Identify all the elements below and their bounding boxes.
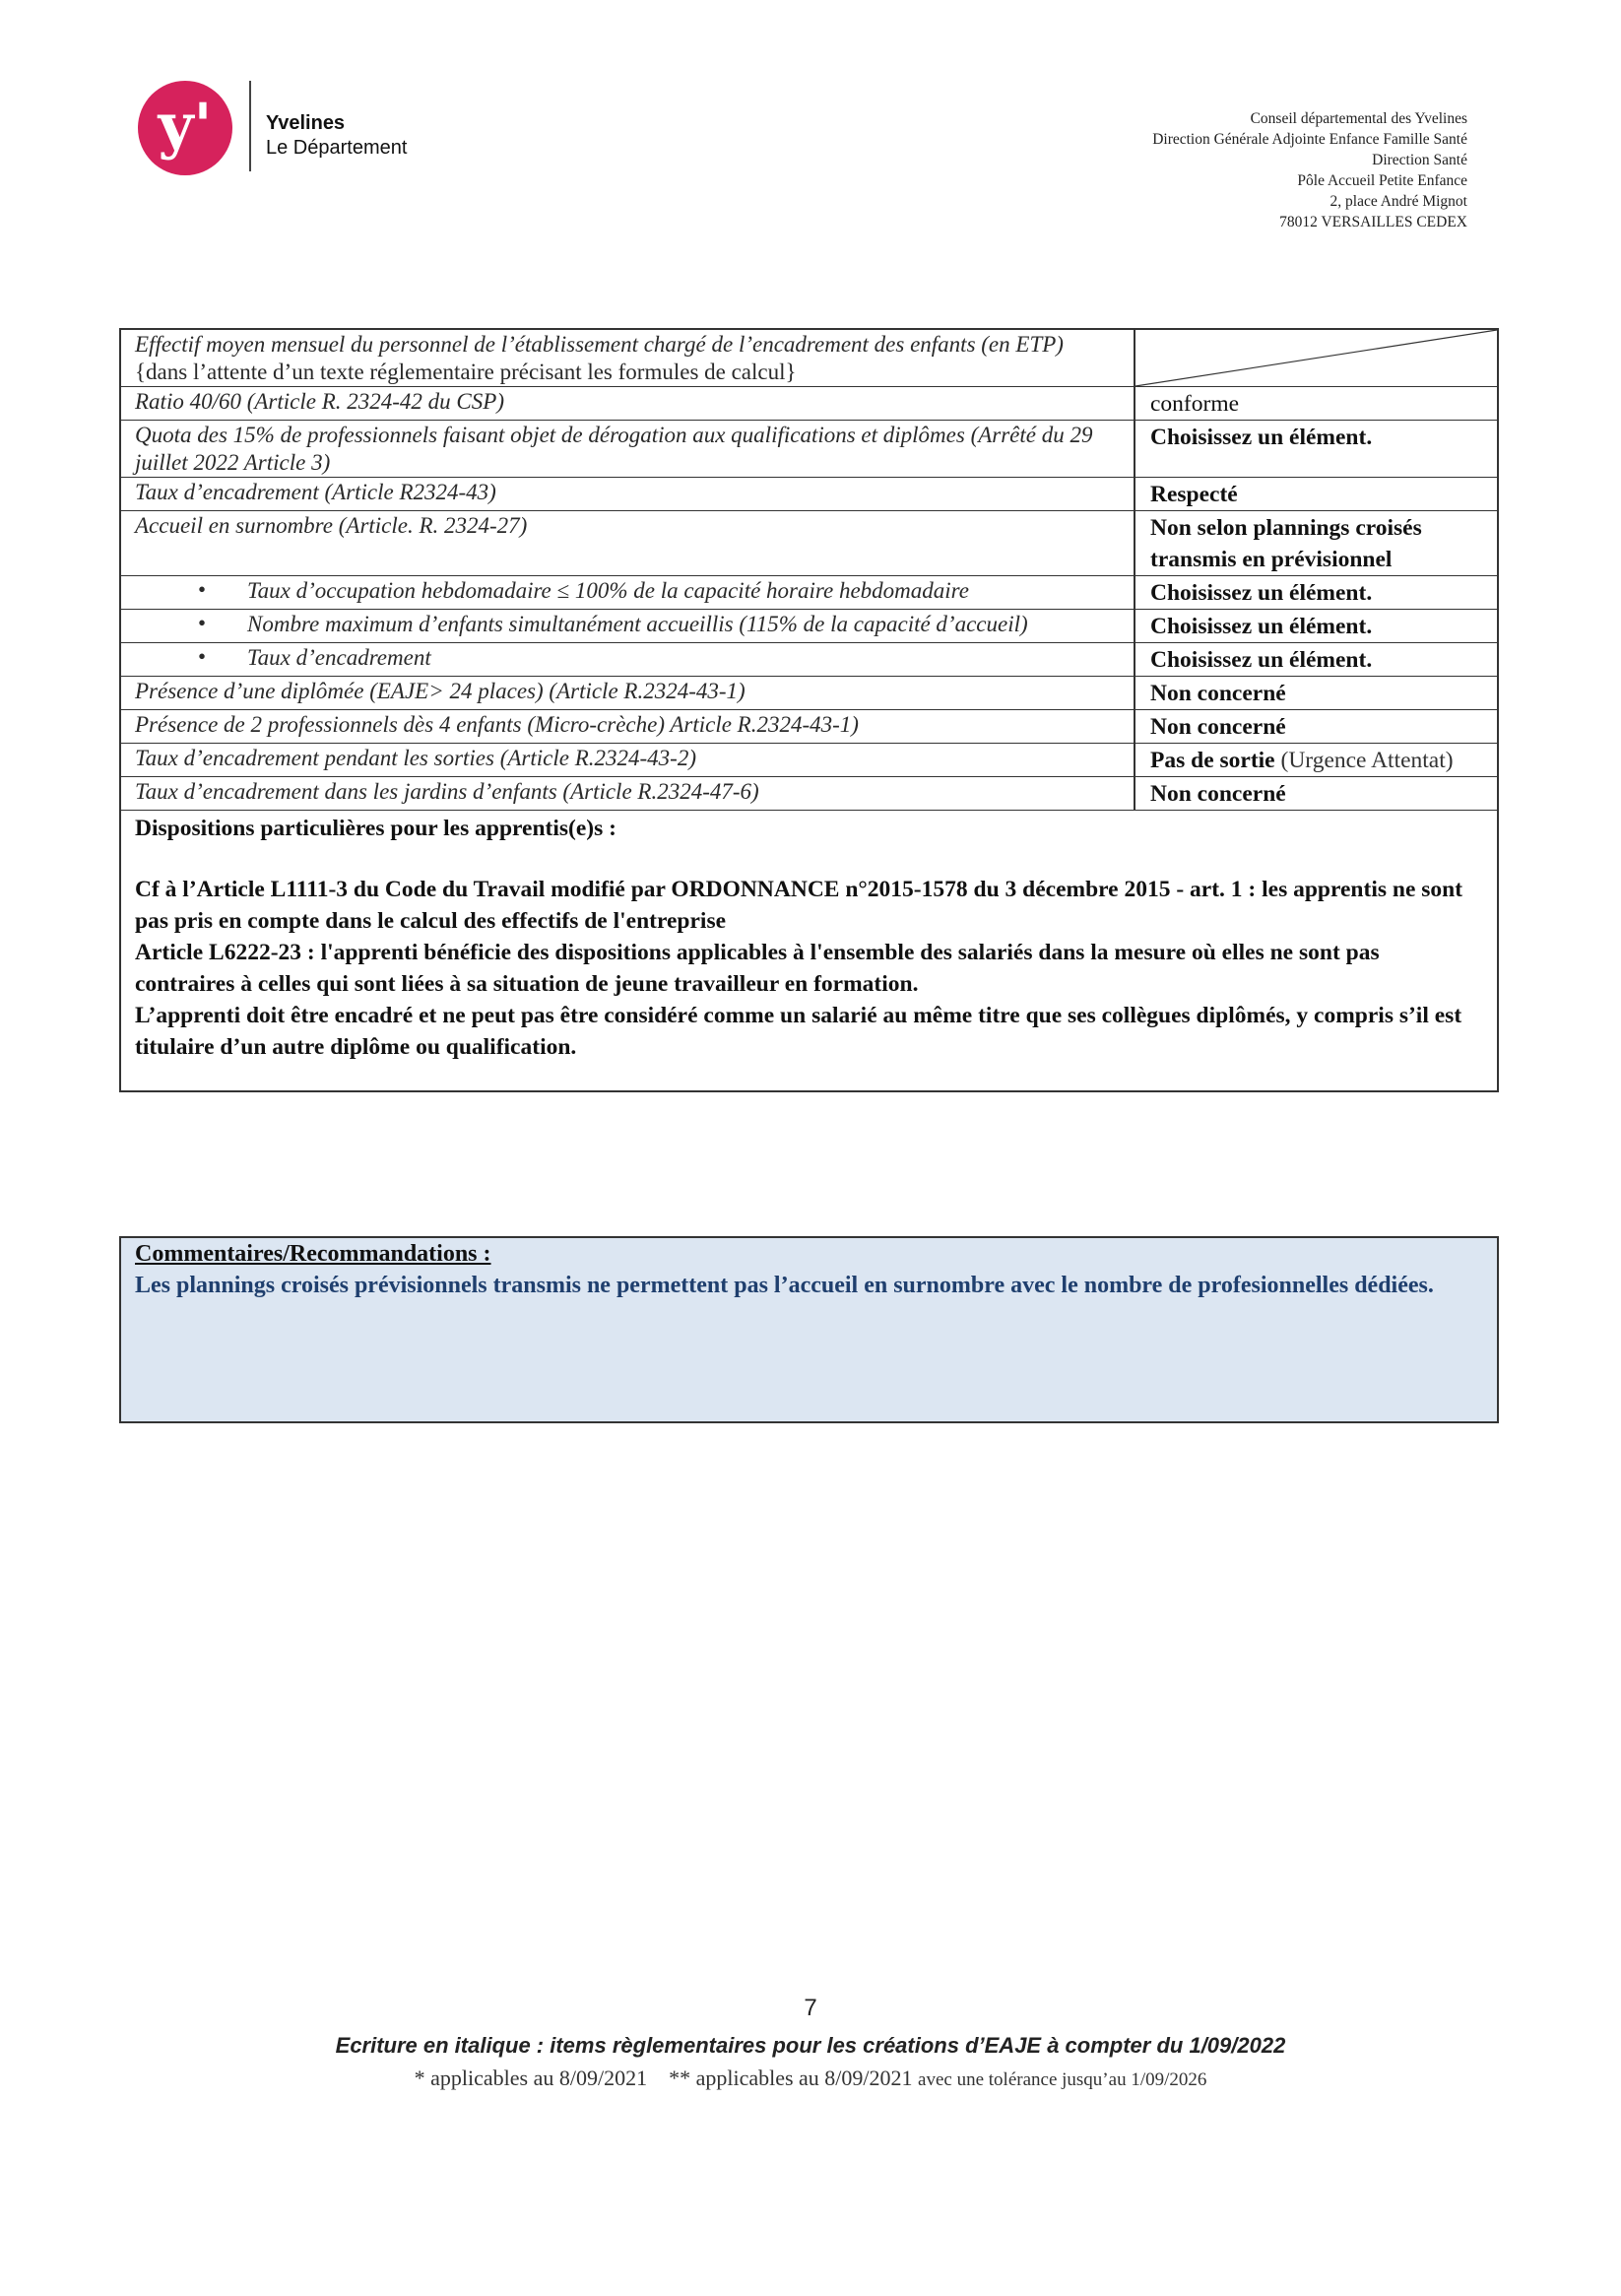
department-logo xyxy=(138,77,433,175)
address-line: Direction Santé xyxy=(1372,152,1467,168)
row-label-line: {dans l’attente d’un texte réglementaire précisant les formules de calcul} xyxy=(135,360,797,384)
table-row xyxy=(121,610,1497,643)
apprentis-paragraph: Article L6222-23 : l'apprenti bénéficie des dispositions applicables à l'ensemble des salariés dans la mesure où elles ne sont pas contraires à celles qui sont liées à sa situation de jeune travailleur en formation. xyxy=(135,940,1380,997)
row-value[interactable]: Non concerné xyxy=(1150,681,1286,706)
row-value[interactable]: Choisissez un élément. xyxy=(1150,425,1373,450)
row-label: Accueil en surnombre (Article. R. 2324-27) xyxy=(121,511,1135,575)
logo-divider xyxy=(249,81,251,171)
sender-address xyxy=(1152,108,1467,232)
row-value[interactable]: Respecté xyxy=(1150,482,1238,507)
table-row xyxy=(121,478,1497,511)
row-label-bullet xyxy=(121,610,1135,642)
address-line: Pôle Accueil Petite Enfance xyxy=(1297,172,1467,189)
row-value[interactable] xyxy=(1135,744,1497,776)
footer-note-applicability xyxy=(0,2066,1621,2091)
row-value[interactable]: Choisissez un élément. xyxy=(1150,580,1373,606)
footer-note-part: avec une tolérance jusqu’au 1/09/2026 xyxy=(918,2069,1207,2090)
table-row xyxy=(121,421,1497,478)
table-row xyxy=(121,511,1497,576)
footer-note-part: * applicables au 8/09/2021 xyxy=(414,2066,648,2090)
page-number: 7 xyxy=(804,1995,817,2021)
apprentis-section xyxy=(121,811,1497,1090)
row-value[interactable]: Non selon plannings croisés transmis en prévisionnel xyxy=(1150,515,1422,572)
address-line: 78012 VERSAILLES CEDEX xyxy=(1279,214,1467,230)
apprentis-paragraph: L’apprenti doit être encadré et ne peut pas être considéré comme un salarié au même titre que ses collègues diplômés, y compris s’il est titulaire d’un autre diplôme ou qualification. xyxy=(135,1003,1462,1060)
apprentis-paragraph: Cf à l’Article L1111-3 du Code du Travail modifié par ORDONNANCE n°2015-1578 du 3 décembre 2015 - art. 1 : les apprentis ne sont pas pris en compte dans le calcul des effectifs de l'entreprise xyxy=(135,877,1463,934)
row-label: Présence d’une diplômée (EAJE> 24 places) (Article R.2324-43-1) xyxy=(121,677,1135,709)
table-row xyxy=(121,744,1497,777)
row-value[interactable]: Choisissez un élément. xyxy=(1150,614,1373,639)
row-label: Quota des 15% de professionnels faisant objet de dérogation aux qualifications et diplômes (Arrêté du 29 juillet 2022 Article 3) xyxy=(121,421,1135,477)
address-line: Conseil départemental des Yvelines xyxy=(1250,110,1467,127)
row-value-note: (Urgence Attentat) xyxy=(1280,748,1454,773)
logo-subtitle: Le Département xyxy=(266,137,408,159)
table-row xyxy=(121,576,1497,610)
row-label: Taux d’encadrement pendant les sorties (Article R.2324-43-2) xyxy=(121,744,1135,776)
row-value[interactable]: Non concerné xyxy=(1150,714,1286,740)
table-row xyxy=(121,387,1497,421)
footer-note-italic: Ecriture en italique : items règlementaires pour les créations d’EAJE à compter du 1/09/2022 xyxy=(335,2033,1286,2058)
row-label: Ratio 40/60 (Article R. 2324-42 du CSP) xyxy=(121,387,1135,420)
comments-title: Commentaires/Recommandations : xyxy=(135,1241,491,1267)
row-label-bullet xyxy=(121,643,1135,676)
comments-box[interactable] xyxy=(119,1236,1499,1423)
row-label-text: Taux d’encadrement xyxy=(247,645,431,670)
row-label-line: Effectif moyen mensuel du personnel de l’établissement chargé de l’encadrement des enfants (en ETP) xyxy=(135,332,1064,357)
address-line: Direction Générale Adjointe Enfance Famille Santé xyxy=(1152,131,1467,148)
diagonal-strike-icon xyxy=(1135,330,1497,386)
table-row xyxy=(121,643,1497,677)
apprentis-content xyxy=(121,811,1497,1090)
apprentis-title: Dispositions particulières pour les apprentis(e)s : xyxy=(135,816,616,841)
table-row xyxy=(121,777,1497,811)
row-label-bullet xyxy=(121,576,1135,609)
table-row xyxy=(121,710,1497,744)
row-label: Présence de 2 professionnels dès 4 enfants (Micro-crèche) Article R.2324-43-1) xyxy=(121,710,1135,743)
row-value-text: Pas de sortie xyxy=(1150,748,1275,773)
row-label-text: Taux d’occupation hebdomadaire ≤ 100% de la capacité horaire hebdomadaire xyxy=(247,578,969,603)
table-row xyxy=(121,330,1497,387)
table-row xyxy=(121,677,1497,710)
row-label: Taux d’encadrement (Article R2324-43) xyxy=(121,478,1135,510)
logo-name: Yvelines xyxy=(266,112,346,134)
row-value-empty xyxy=(1135,330,1497,386)
logo-glyph: y' xyxy=(158,90,213,162)
address-line: 2, place André Mignot xyxy=(1329,193,1467,210)
row-label xyxy=(121,330,1135,386)
row-value[interactable]: Choisissez un élément. xyxy=(1150,647,1373,673)
row-value[interactable]: Non concerné xyxy=(1150,781,1286,807)
row-label-text: Nombre maximum d’enfants simultanément accueillis (115% de la capacité d’accueil) xyxy=(247,612,1028,636)
comments-text: Les plannings croisés prévisionnels transmis ne permettent pas l’accueil en surnombre avec le nombre de profesionnelles dédiées. xyxy=(135,1273,1434,1298)
footer-note-part: ** applicables au 8/09/2021 xyxy=(669,2066,913,2090)
row-value[interactable]: conforme xyxy=(1150,391,1240,417)
compliance-table xyxy=(119,328,1499,1092)
row-label: Taux d’encadrement dans les jardins d’enfants (Article R.2324-47-6) xyxy=(121,777,1135,810)
